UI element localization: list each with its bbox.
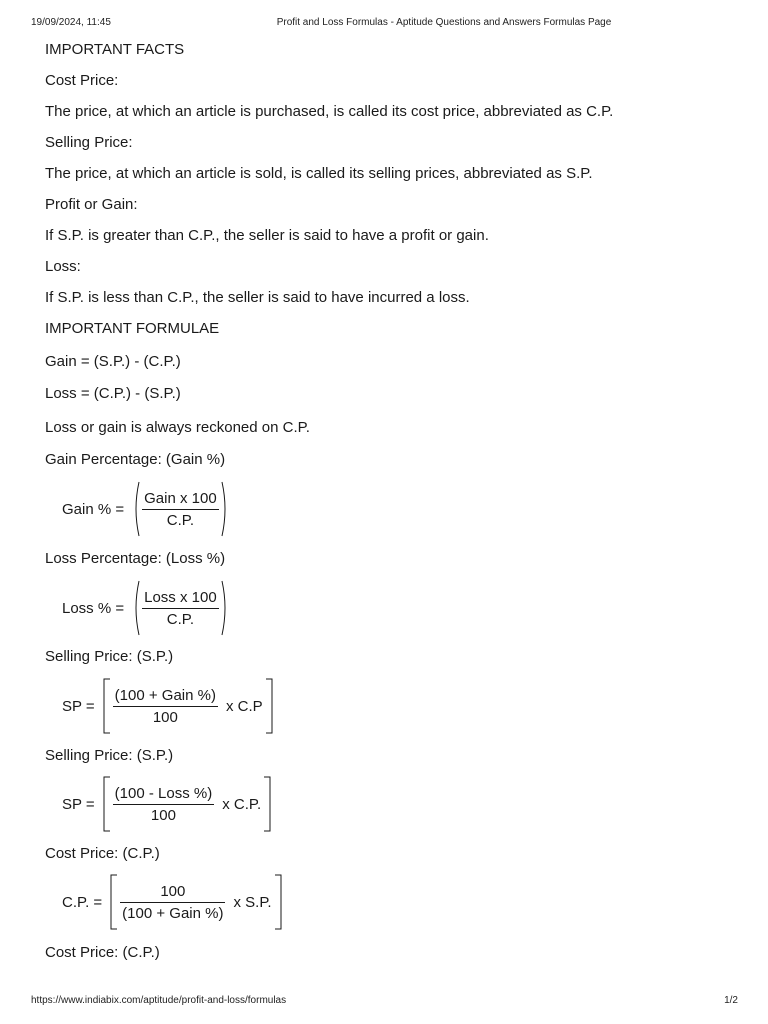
left-bracket-icon bbox=[103, 678, 111, 734]
fraction-numerator: 100 bbox=[160, 882, 186, 900]
right-bracket-icon bbox=[263, 776, 271, 832]
facts-heading: IMPORTANT FACTS bbox=[45, 41, 185, 58]
selling-price-loss-label: Selling Price: (S.P.) bbox=[45, 747, 174, 764]
formula-lhs: Gain % = bbox=[62, 500, 125, 518]
bracket-group bbox=[132, 580, 229, 636]
loss-label: Loss: bbox=[45, 258, 81, 275]
loss-percentage-formula bbox=[62, 580, 229, 636]
fraction bbox=[120, 883, 225, 922]
left-bracket-icon bbox=[103, 776, 111, 832]
bracket-group bbox=[132, 481, 229, 537]
fraction-numerator: Loss x 100 bbox=[144, 588, 217, 606]
print-page-title: Profit and Loss Formulas - Aptitude Questions and Answers Formulas Page bbox=[276, 17, 612, 28]
fraction bbox=[142, 490, 219, 529]
formula-lhs: SP = bbox=[62, 697, 95, 715]
page-number: 1/2 bbox=[724, 995, 738, 1006]
fraction-denominator: C.P. bbox=[166, 610, 195, 628]
formula-lhs: C.P. = bbox=[62, 893, 103, 911]
selling-price-gain-label: Selling Price: (S.P.) bbox=[45, 648, 174, 665]
fraction-numerator: (100 + Gain %) bbox=[114, 686, 216, 704]
formula-lhs: SP = bbox=[62, 795, 95, 813]
print-source-url: https://www.indiabix.com/aptitude/profit-and-loss/formulas bbox=[31, 995, 287, 1006]
selling-price-label: Selling Price: bbox=[45, 134, 133, 151]
left-parenthesis-icon bbox=[132, 580, 140, 636]
multiplier: x C.P. bbox=[222, 795, 262, 813]
formula-lhs: Loss % = bbox=[62, 599, 125, 617]
profit-definition: If S.P. is greater than C.P., the seller is said to have a profit or gain. bbox=[45, 227, 489, 244]
bracket-group bbox=[103, 776, 271, 832]
print-datetime: 19/09/2024, 11:45 bbox=[31, 17, 111, 28]
gain-percentage-formula bbox=[62, 481, 229, 537]
selling-price-definition: The price, at which an article is sold, is called its selling prices, abbreviated as S.P. bbox=[45, 165, 593, 182]
right-bracket-icon bbox=[274, 874, 282, 930]
left-parenthesis-icon bbox=[132, 481, 140, 537]
selling-price-loss-formula bbox=[62, 776, 271, 832]
profit-label: Profit or Gain: bbox=[45, 196, 138, 213]
fraction-numerator: (100 - Loss %) bbox=[114, 784, 213, 802]
fraction bbox=[142, 589, 219, 628]
bracket-group bbox=[103, 678, 273, 734]
fraction-numerator: Gain x 100 bbox=[144, 489, 217, 507]
cost-price-loss-label: Cost Price: (C.P.) bbox=[45, 944, 160, 961]
multiplier: x C.P bbox=[225, 697, 263, 715]
fraction-denominator: (100 + Gain %) bbox=[122, 904, 224, 922]
left-bracket-icon bbox=[110, 874, 118, 930]
selling-price-gain-formula bbox=[62, 678, 273, 734]
right-bracket-icon bbox=[265, 678, 273, 734]
right-parenthesis-icon bbox=[221, 580, 229, 636]
right-parenthesis-icon bbox=[221, 481, 229, 537]
bracket-group bbox=[110, 874, 281, 930]
loss-percentage-label: Loss Percentage: (Loss %) bbox=[45, 550, 226, 567]
cost-price-label: Cost Price: bbox=[45, 72, 119, 89]
loss-formula: Loss = (C.P.) - (S.P.) bbox=[45, 385, 181, 402]
fraction bbox=[113, 785, 215, 824]
gain-percentage-label: Gain Percentage: (Gain %) bbox=[45, 451, 226, 468]
cost-price-definition: The price, at which an article is purchased, is called its cost price, abbreviated as C.P. bbox=[45, 103, 614, 120]
loss-definition: If S.P. is less than C.P., the seller is said to have incurred a loss. bbox=[45, 289, 470, 306]
cost-price-gain-label: Cost Price: (C.P.) bbox=[45, 845, 160, 862]
reckoned-note: Loss or gain is always reckoned on C.P. bbox=[45, 419, 310, 436]
fraction bbox=[113, 687, 218, 726]
gain-formula: Gain = (S.P.) - (C.P.) bbox=[45, 353, 181, 370]
formulae-heading: IMPORTANT FORMULAE bbox=[45, 320, 220, 337]
fraction-denominator: 100 bbox=[150, 806, 176, 824]
fraction-denominator: C.P. bbox=[166, 511, 195, 529]
multiplier: x S.P. bbox=[233, 893, 272, 911]
fraction-denominator: 100 bbox=[152, 708, 178, 726]
cost-price-gain-formula bbox=[62, 874, 282, 930]
